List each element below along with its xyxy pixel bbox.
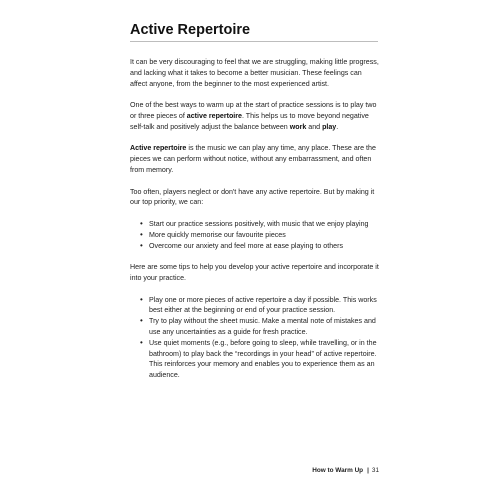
- list-item: • Try to play without the sheet music. Make a mental note of mistakes and use any uncertainties as a guide for fresh practice.: [140, 316, 380, 338]
- bold-term: active repertoire: [186, 111, 242, 120]
- paragraph-tips-intro: Here are some tips to help you develop your active repertoire and incorporate it into your practice.: [130, 263, 379, 282]
- footer-chapter-title: How to Warm Up: [312, 467, 364, 474]
- paragraph-intro: It can be very discouraging to feel that we are struggling, making little progress, and lacking what it takes to become a better musician. These feelings can affect anyone, from the beginner to the most experienced artist.: [130, 58, 379, 88]
- bold-term: Active repertoire: [130, 144, 187, 153]
- list-item: • More quickly memorise our favourite pieces: [140, 230, 380, 241]
- bold-term: play: [322, 122, 337, 131]
- page-number: 31: [371, 467, 379, 474]
- paragraph-warm-up: [130, 100, 380, 132]
- paragraph-definition: [130, 143, 380, 175]
- text-segment: and: [306, 122, 323, 131]
- list-item: • Play one or more pieces of active repertoire a day if possible. This works best either at the beginning or end of your practice session.: [140, 295, 380, 317]
- text-segment: .: [336, 122, 339, 131]
- list-item: • Use quiet moments (e.g., before going to sleep, while travelling, or in the bathroom) to play back the “recordings in your head” of active repertoire. This reinforces your memory and enables you to experience them as an audience.: [140, 338, 380, 381]
- title-underline: [130, 41, 378, 42]
- footer-separator: |: [367, 467, 369, 474]
- list-item: • Start our practice sessions positively, with music that we enjoy playing: [140, 219, 380, 230]
- body-text: [130, 57, 380, 392]
- page-title: Active Repertoire: [130, 22, 251, 38]
- list-item: • Overcome our anxiety and feel more at ease playing to others: [140, 241, 380, 252]
- page-footer: [312, 466, 379, 475]
- bold-term: work: [289, 122, 307, 131]
- benefits-list: [130, 219, 380, 251]
- text-segment: . This helps us to move beyond negative self-talk and positively adjust the balance between: [130, 111, 369, 131]
- text-segment: One of the best ways to warm up at the start of practice sessions is to play two or three pieces of: [130, 101, 377, 120]
- tips-list: [130, 295, 380, 381]
- text-segment: is the music we can play any time, any place. These are the pieces we can perform without notice, without any embarrassment, and often from memory.: [130, 144, 376, 174]
- paragraph-priority: Too often, players neglect or don't have any active repertoire. But by making it our top priority, we can:: [130, 187, 375, 207]
